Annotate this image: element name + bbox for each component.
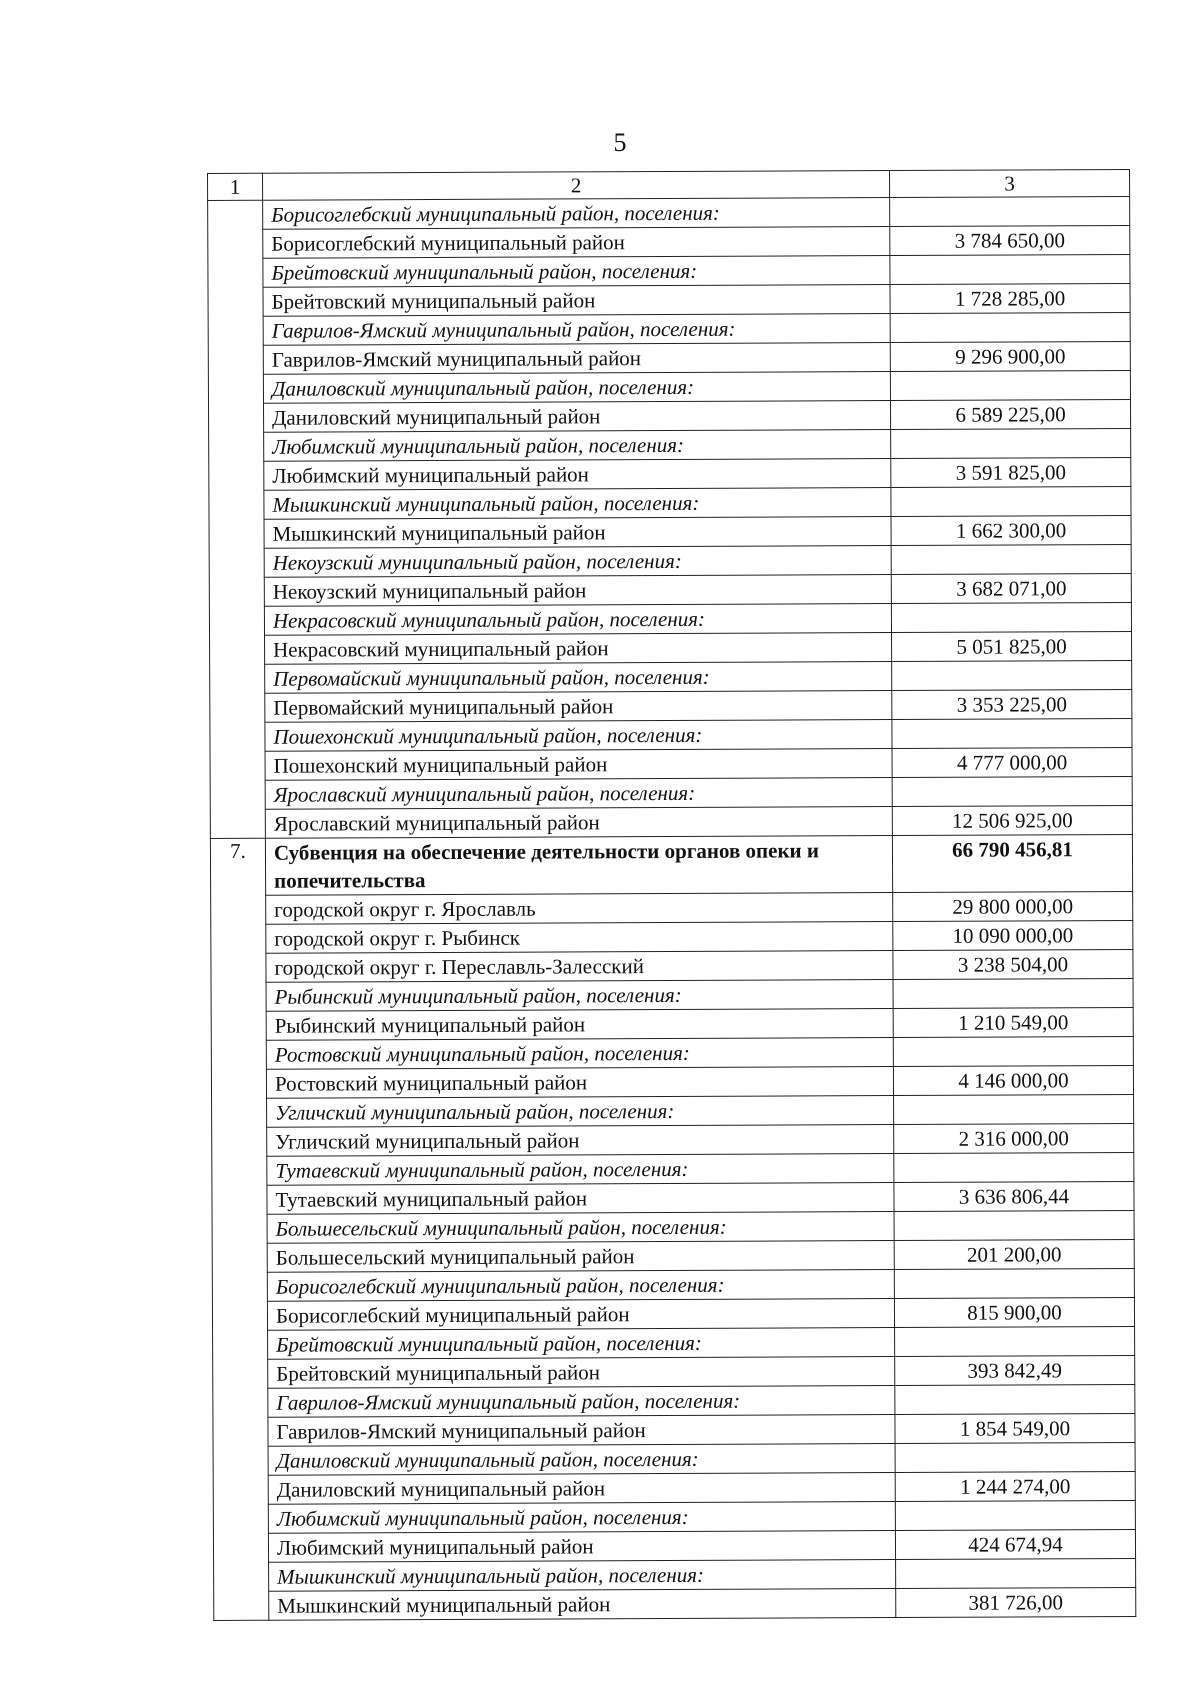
- district-name: Брейтовский муниципальный район: [263, 285, 890, 317]
- table-row: [209, 573, 1131, 606]
- amount-cell: 3 636 806,44: [894, 1181, 1134, 1211]
- table-subheader-row: [208, 254, 1130, 287]
- table-subheader-row: [209, 486, 1131, 519]
- table-subheader-row: [212, 1268, 1134, 1301]
- district-group-label: Гаврилов-Ямский муниципальный район, поселения:: [263, 314, 890, 346]
- district-group-label: Мышкинский муниципальный район, поселения:: [264, 488, 891, 520]
- amount-cell: [890, 254, 1130, 284]
- district-name: Большесельский муниципальный район: [267, 1241, 894, 1273]
- district-group-label: Некрасовский муниципальный район, поселения:: [264, 604, 891, 636]
- table-row: [213, 1413, 1135, 1446]
- amount-cell: [891, 428, 1131, 458]
- amount-cell: 381 726,00: [896, 1587, 1136, 1617]
- district-name: Некоузский муниципальный район: [264, 575, 891, 607]
- district-name: Даниловский муниципальный район: [268, 1473, 895, 1505]
- district-name: Даниловский муниципальный район: [264, 401, 891, 433]
- amount-cell: 5 051 825,00: [892, 631, 1132, 661]
- district-name: Угличский муниципальный район: [267, 1125, 894, 1157]
- table-row: [214, 1587, 1136, 1620]
- amount-cell: 29 800 000,00: [893, 891, 1133, 921]
- district-name: Тутаевский муниципальный район: [267, 1183, 894, 1215]
- amount-cell: 424 674,94: [895, 1529, 1135, 1559]
- table-row: [211, 920, 1133, 953]
- table-subheader-row: [209, 428, 1131, 461]
- amount-cell: [894, 1210, 1134, 1240]
- amount-cell: [891, 544, 1131, 574]
- amount-cell: 3 591 825,00: [891, 457, 1131, 487]
- table-subheader-row: [213, 1500, 1135, 1533]
- amount-cell: 10 090 000,00: [893, 920, 1133, 950]
- district-group-label: Любимский муниципальный район, поселения:: [268, 1502, 895, 1534]
- amount-cell: 6 589 225,00: [890, 399, 1130, 429]
- district-name: Ярославский муниципальный район: [265, 807, 892, 839]
- table-subheader-row: [212, 1094, 1134, 1127]
- table-row: [210, 805, 1132, 838]
- amount-cell: 393 842,49: [895, 1355, 1135, 1385]
- section-title: Субвенция на обеспечение деятельности органов опеки и попечительства: [265, 836, 892, 896]
- section-number: 7.: [210, 838, 268, 1620]
- district-group-label: Тутаевский муниципальный район, поселения:: [267, 1154, 894, 1186]
- table-subheader-row: [209, 602, 1131, 635]
- district-name: Брейтовский муниципальный район: [268, 1357, 895, 1389]
- amount-cell: [896, 1558, 1136, 1588]
- table-subheader-row: [210, 660, 1132, 693]
- district-group-label: Брейтовский муниципальный район, поселения:: [268, 1328, 895, 1360]
- amount-cell: [890, 312, 1130, 342]
- district-group-label: Ярославский муниципальный район, поселения:: [265, 778, 892, 810]
- amount-cell: 1 854 549,00: [895, 1413, 1135, 1443]
- amount-cell: [891, 602, 1131, 632]
- table-row: [210, 631, 1132, 664]
- section-number: [208, 200, 266, 838]
- section-title-row: [210, 834, 1132, 895]
- amount-cell: [894, 1152, 1134, 1182]
- district-name: Борисоглебский муниципальный район: [267, 1299, 894, 1331]
- table-row: [213, 1529, 1135, 1562]
- amount-cell: 3 784 650,00: [890, 225, 1130, 255]
- amount-cell: [890, 370, 1130, 400]
- district-group-label: Гаврилов-Ямский муниципальный район, поселения:: [268, 1386, 895, 1418]
- table-row: [212, 1181, 1134, 1214]
- district-group-label: Угличский муниципальный район, поселения:: [267, 1096, 894, 1128]
- table-subheader-row: [208, 196, 1130, 229]
- amount-cell: [895, 1442, 1135, 1472]
- amount-cell: 815 900,00: [894, 1297, 1134, 1327]
- header-col-2: 2: [263, 171, 890, 201]
- district-name: городской округ г. Переславль-Залесский: [266, 951, 893, 983]
- district-name: Гаврилов-Ямский муниципальный район: [263, 343, 890, 375]
- amount-cell: 1 244 274,00: [895, 1471, 1135, 1501]
- amount-cell: [892, 776, 1132, 806]
- district-name: Борисоглебский муниципальный район: [263, 227, 890, 259]
- header-col-1: 1: [208, 173, 263, 200]
- district-name: Мышкинский муниципальный район: [264, 517, 891, 549]
- amount-cell: [895, 1326, 1135, 1356]
- amount-cell: [890, 196, 1130, 226]
- district-name: городской округ г. Ярославль: [266, 893, 893, 925]
- amount-cell: [895, 1500, 1135, 1530]
- table-subheader-row: [214, 1558, 1136, 1591]
- amount-cell: 9 296 900,00: [890, 341, 1130, 371]
- district-group-label: Борисоглебский муниципальный район, поселения:: [263, 198, 890, 230]
- district-name: Рыбинский муниципальный район: [266, 1009, 893, 1041]
- district-name: Пошехонский муниципальный район: [265, 749, 892, 781]
- table-subheader-row: [212, 1152, 1134, 1185]
- table-row: [210, 689, 1132, 722]
- table-subheader-row: [211, 1036, 1133, 1069]
- table-subheader-row: [213, 1384, 1135, 1417]
- table-subheader-row: [209, 544, 1131, 577]
- amount-cell: [895, 1384, 1135, 1414]
- amount-cell: [893, 978, 1133, 1008]
- table-row: [210, 747, 1132, 780]
- amount-cell: 3 682 071,00: [891, 573, 1131, 603]
- amount-cell: [891, 486, 1131, 516]
- table-row: [209, 457, 1131, 490]
- amount-cell: 4 777 000,00: [892, 747, 1132, 777]
- district-group-label: Некоузский муниципальный район, поселения:: [264, 546, 891, 578]
- district-group-label: Рыбинский муниципальный район, поселения:: [266, 980, 893, 1012]
- district-name: Любимский муниципальный район: [264, 459, 891, 491]
- header-col-3: 3: [889, 169, 1129, 197]
- table-subheader-row: [208, 370, 1130, 403]
- district-group-label: Ростовский муниципальный район, поселения:: [266, 1038, 893, 1070]
- amount-cell: [894, 1268, 1134, 1298]
- table-subheader-row: [210, 776, 1132, 809]
- district-name: Любимский муниципальный район: [268, 1531, 895, 1563]
- amount-cell: 1 662 300,00: [891, 515, 1131, 545]
- table-row: [211, 1007, 1133, 1040]
- table-subheader-row: [210, 718, 1132, 751]
- table-row: [208, 341, 1130, 374]
- table-subheader-row: [211, 978, 1133, 1011]
- section-total: 66 790 456,81: [892, 834, 1132, 892]
- table-row: [211, 949, 1133, 982]
- district-group-label: Борисоглебский муниципальный район, поселения:: [267, 1270, 894, 1302]
- amount-cell: 1 728 285,00: [890, 283, 1130, 313]
- table-row: [209, 399, 1131, 432]
- amount-cell: 3 353 225,00: [892, 689, 1132, 719]
- amount-cell: 12 506 925,00: [892, 805, 1132, 835]
- table-row: [208, 283, 1130, 316]
- amount-cell: [892, 718, 1132, 748]
- allocation-table: [207, 169, 1136, 1621]
- table-subheader-row: [212, 1210, 1134, 1243]
- table-subheader-row: [213, 1326, 1135, 1359]
- table-header-row: [208, 169, 1130, 200]
- table-row: [211, 891, 1133, 924]
- district-group-label: Пошехонский муниципальный район, поселения:: [265, 720, 892, 752]
- amount-cell: 3 238 504,00: [893, 949, 1133, 979]
- table-subheader-row: [213, 1442, 1135, 1475]
- table-row: [212, 1123, 1134, 1156]
- district-group-label: Даниловский муниципальный район, поселения:: [263, 372, 890, 404]
- amount-cell: 2 316 000,00: [894, 1123, 1134, 1153]
- table-row: [212, 1297, 1134, 1330]
- table-row: [213, 1471, 1135, 1504]
- district-group-label: Первомайский муниципальный район, поселения:: [265, 662, 892, 694]
- amount-cell: 1 210 549,00: [893, 1007, 1133, 1037]
- district-name: Мышкинский муниципальный район: [269, 1589, 896, 1621]
- amount-cell: 201 200,00: [894, 1239, 1134, 1269]
- table-subheader-row: [208, 312, 1130, 345]
- district-name: Ростовский муниципальный район: [266, 1067, 893, 1099]
- district-name: городской округ г. Рыбинск: [266, 922, 893, 954]
- amount-cell: 4 146 000,00: [893, 1065, 1133, 1095]
- table-row: [212, 1239, 1134, 1272]
- page-number: 5: [613, 128, 627, 157]
- district-group-label: Большесельский муниципальный район, поселения:: [267, 1212, 894, 1244]
- district-name: Некрасовский муниципальный район: [265, 633, 892, 665]
- district-group-label: Любимский муниципальный район, поселения:: [264, 430, 891, 462]
- amount-cell: [892, 660, 1132, 690]
- amount-cell: [894, 1094, 1134, 1124]
- table-row: [213, 1355, 1135, 1388]
- table-row: [209, 515, 1131, 548]
- district-name: Гаврилов-Ямский муниципальный район: [268, 1415, 895, 1447]
- district-group-label: Даниловский муниципальный район, поселения:: [268, 1444, 895, 1476]
- district-name: Первомайский муниципальный район: [265, 691, 892, 723]
- district-group-label: Мышкинский муниципальный район, поселения:: [269, 1560, 896, 1592]
- table-row: [211, 1065, 1133, 1098]
- table-row: [208, 225, 1130, 258]
- district-group-label: Брейтовский муниципальный район, поселения:: [263, 256, 890, 288]
- amount-cell: [893, 1036, 1133, 1066]
